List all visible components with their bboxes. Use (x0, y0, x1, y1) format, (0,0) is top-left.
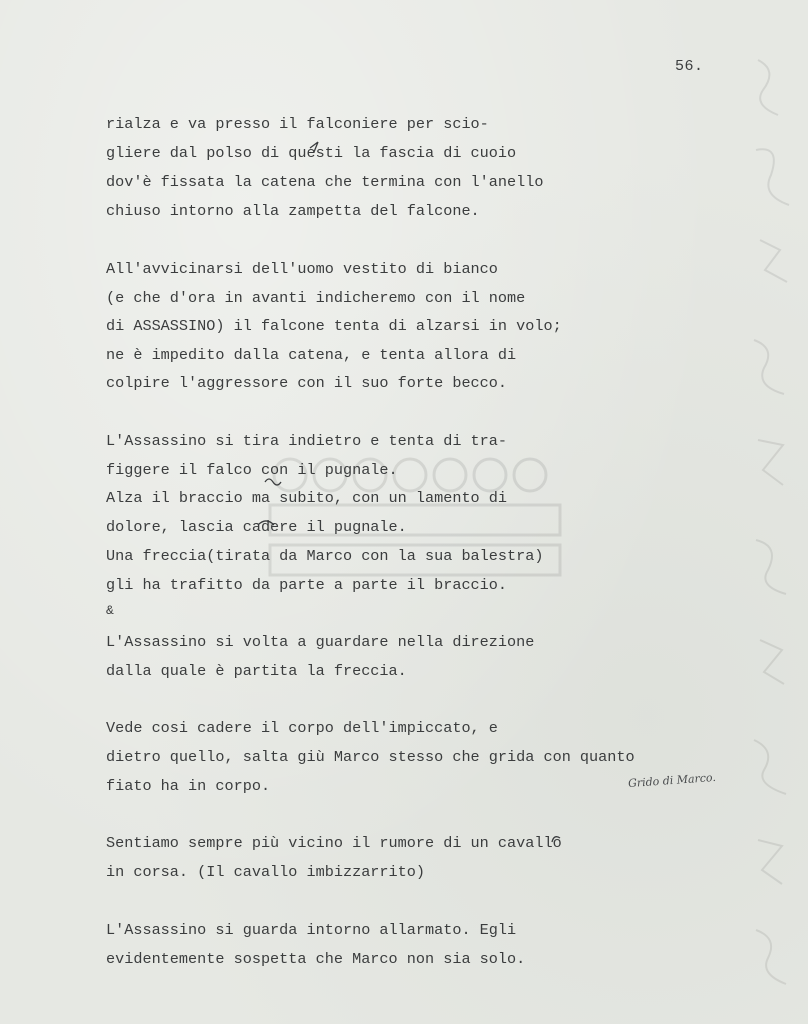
text-line: ne è impedito dalla catena, e tenta allora di (106, 346, 517, 364)
text-line: chiuso intorno alla zampetta del falcone. (106, 202, 480, 220)
text-line: rialza e va presso il falconiere per scio- (106, 115, 489, 133)
text-line: gli ha trafitto da parte a parte il braccio. (106, 576, 508, 594)
stray-typed-mark: & (106, 603, 114, 618)
text-line: Sentiamo sempre più vicino il rumore di un cavallo (106, 834, 562, 852)
handwritten-margin-note: Grido di Marco. (627, 770, 717, 791)
text-line: figgere il falco con il pugnale. (106, 461, 398, 479)
text-line: di ASSASSINO) il falcone tenta di alzarsi in volo; (106, 317, 562, 335)
text-line: Una freccia(tirata da Marco con la sua balestra) (106, 547, 544, 565)
text-line: L'Assassino si tira indietro e tenta di tra- (106, 432, 508, 450)
text-line: dietro quello, salta giù Marco stesso che grida con quanto (106, 748, 635, 766)
text-line: dov'è fissata la catena che termina con l'anello (106, 173, 544, 191)
text-line: (e che d'ora in avanti indicheremo con il nome (106, 289, 526, 307)
text-line: dalla quale è partita la freccia. (106, 662, 407, 680)
text-line: fiato ha in corpo. (106, 777, 271, 795)
text-line: in corsa. (Il cavallo imbizzarrito) (106, 863, 425, 881)
text-line: All'avvicinarsi dell'uomo vestito di bianco (106, 260, 498, 278)
bleed-through-marks (748, 40, 800, 1000)
text-line: L'Assassino si guarda intorno allarmato. Egli (106, 921, 517, 939)
text-line: evidentemente sospetta che Marco non sia solo. (106, 950, 526, 968)
text-line: gliere dal polso di questi la fascia di cuoio (106, 144, 517, 162)
text-line: Alza il braccio ma subito, con un lamento di (106, 489, 508, 507)
page-number: 56. (675, 58, 704, 75)
text-line: dolore, lascia cadere il pugnale. (106, 518, 407, 536)
text-line: colpire l'aggressore con il suo forte becco. (106, 374, 508, 392)
text-line: L'Assassino si volta a guardare nella direzione (106, 633, 535, 651)
text-line: Vede cosi cadere il corpo dell'impiccato, e (106, 719, 498, 737)
